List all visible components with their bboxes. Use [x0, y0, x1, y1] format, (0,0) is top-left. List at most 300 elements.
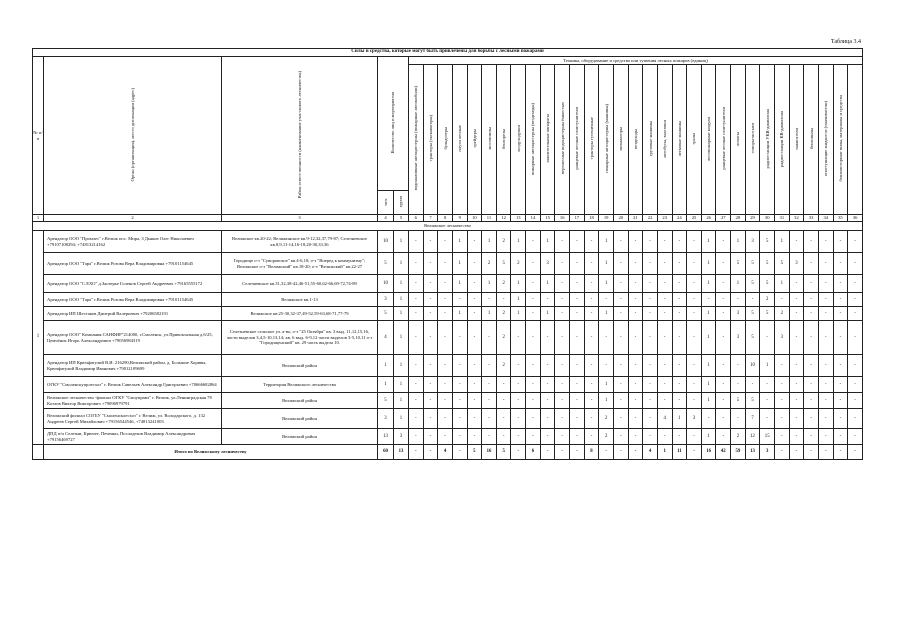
org-cell: Арендатор ИП Крючфатулий В.И. 216290,Велижский район, д. Большие Хоривы, Крючфатулий Владимир Иванович +79012109699 — [44, 355, 222, 377]
header-people: Количество лиц и мероприятия — [378, 57, 409, 191]
value-cell: - — [818, 253, 833, 275]
value-cell: - — [789, 355, 804, 377]
area-cell: Велижское кв.20-22; Велижинское кв.9-12,32,37,79-87; Селезневское кв.8,9,11-14,16-18,20-30,33,36 — [222, 231, 378, 253]
value-cell: - — [701, 293, 716, 307]
value-cell: - — [643, 231, 658, 253]
table-row — [33, 393, 863, 409]
total-value-cell: - — [540, 445, 555, 460]
value-cell: 1 — [701, 393, 716, 409]
value-cell: - — [628, 429, 643, 445]
value-cell: - — [452, 377, 467, 393]
column-number: 31 — [775, 215, 790, 222]
value-cell: 5 — [745, 275, 760, 293]
value-cell: - — [496, 293, 511, 307]
value-cell: - — [467, 409, 482, 429]
table-row — [33, 321, 863, 355]
value-cell: 5 — [731, 393, 746, 409]
org-cell: Арендатор ООО "Промлес" г.Велиж пос. Мира, 3 Дьяков Олег Николаевич +79107108294; +74813214162 — [44, 231, 222, 253]
column-number: 9 — [452, 215, 467, 222]
table-number: Таблица 3.4 — [830, 39, 861, 45]
value-cell: - — [496, 429, 511, 445]
value-cell: - — [657, 321, 672, 355]
value-cell: - — [833, 377, 848, 393]
value-cell: - — [613, 377, 628, 393]
value-cell: - — [643, 377, 658, 393]
value-cell: - — [833, 231, 848, 253]
value-cell: 1 — [760, 355, 775, 377]
value-cell: 3 — [540, 253, 555, 275]
value-cell: - — [716, 321, 731, 355]
column-number: 24 — [672, 215, 687, 222]
value-cell: - — [848, 355, 863, 377]
value-cell: - — [452, 409, 467, 429]
value-cell: - — [848, 275, 863, 293]
total-value-cell: - — [818, 445, 833, 460]
value-cell: 3 — [394, 429, 409, 445]
column-number: 35 — [833, 215, 848, 222]
value-cell: 1 — [701, 307, 716, 321]
column-number: 32 — [789, 215, 804, 222]
header-equipment-5: грейдеры — [467, 65, 482, 215]
header-equipment-23: лопаты — [731, 65, 746, 215]
header-equipment-group: Техника, оборудование и средства или тушения лесных пожаров (единиц) — [409, 57, 863, 65]
value-cell: - — [409, 321, 424, 355]
district-name: Велижское лесничество — [33, 222, 863, 231]
value-cell: - — [584, 231, 599, 253]
value-cell: 2 — [760, 293, 775, 307]
value-cell: - — [584, 377, 599, 393]
value-cell: - — [789, 321, 804, 355]
value-cell: 1 — [452, 275, 467, 293]
value-cell: - — [628, 293, 643, 307]
value-cell: - — [643, 293, 658, 307]
header-equipment-29: огнетушащие жидкости (смачиватели) — [818, 65, 833, 215]
value-cell: - — [540, 429, 555, 445]
value-cell: 2 — [496, 355, 511, 377]
value-cell: - — [687, 429, 702, 445]
value-cell: 1 — [378, 355, 394, 377]
value-cell: - — [555, 393, 570, 409]
value-cell: - — [687, 253, 702, 275]
header-equipment-30: бензомоторные пилы, материалы и средства — [833, 65, 848, 215]
value-cell: - — [760, 321, 775, 355]
value-cell: 10 — [745, 355, 760, 377]
value-cell: - — [584, 393, 599, 409]
column-number: 25 — [687, 215, 702, 222]
value-cell: - — [833, 307, 848, 321]
value-cell: - — [584, 355, 599, 377]
header-equipment-26: радиостанции КВ-диапазона — [775, 65, 790, 215]
value-cell: - — [555, 429, 570, 445]
value-cell: - — [526, 293, 541, 307]
value-cell: 5 — [760, 307, 775, 321]
total-value-cell: - — [628, 445, 643, 460]
value-cell: 3 — [378, 409, 394, 429]
column-number: 19 — [599, 215, 614, 222]
header-org: Орган (организация), место дислокации (адрес) — [44, 57, 222, 215]
table-row — [33, 355, 863, 377]
value-cell: 3 — [731, 321, 746, 355]
column-number: 3 — [222, 215, 378, 222]
header-equipment-14: пожарные автоцистерны (машины) — [599, 65, 614, 215]
value-cell: - — [775, 355, 790, 377]
value-cell: - — [628, 393, 643, 409]
value-cell: - — [789, 231, 804, 253]
column-number: 17 — [570, 215, 585, 222]
value-cell: - — [482, 321, 497, 355]
area-cell: Велижский район — [222, 355, 378, 377]
value-cell: - — [438, 253, 453, 275]
header-equipment-10: зажигательные аппараты — [540, 65, 555, 215]
value-cell: - — [584, 307, 599, 321]
total-value-cell: - — [848, 445, 863, 460]
header-equipment-22: ранцевые лесные огнетушители — [716, 65, 731, 215]
value-cell: 1 — [701, 231, 716, 253]
value-cell: 1 — [378, 377, 394, 393]
header-equipment-4: плуги лесные — [452, 65, 467, 215]
group-number: 1 — [33, 231, 44, 445]
value-cell: 5 — [378, 393, 394, 409]
column-number: 14 — [526, 215, 541, 222]
value-cell: 2 — [775, 307, 790, 321]
total-value-cell: 4 — [438, 445, 453, 460]
value-cell: - — [409, 275, 424, 293]
value-cell: 1 — [394, 307, 409, 321]
total-value-cell: 59 — [731, 445, 746, 460]
value-cell: - — [643, 253, 658, 275]
value-cell: - — [526, 355, 541, 377]
value-cell: - — [687, 377, 702, 393]
value-cell: 5 — [760, 231, 775, 253]
value-cell: - — [760, 377, 775, 393]
value-cell: 2 — [496, 275, 511, 293]
total-value-cell: 8 — [584, 445, 599, 460]
value-cell: 1 — [731, 231, 746, 253]
value-cell: 13 — [378, 429, 394, 445]
value-cell: - — [409, 393, 424, 409]
value-cell: - — [511, 377, 526, 393]
total-row — [33, 445, 863, 460]
value-cell: - — [526, 377, 541, 393]
value-cell: 2 — [599, 429, 614, 445]
value-cell: - — [482, 409, 497, 429]
value-cell: - — [628, 409, 643, 429]
column-number: 23 — [657, 215, 672, 222]
value-cell: - — [672, 355, 687, 377]
value-cell: 1 — [731, 275, 746, 293]
header-equipment-18: автобусы, вахтовки — [657, 65, 672, 215]
value-cell: - — [511, 409, 526, 429]
value-cell: - — [775, 429, 790, 445]
header-area: Район ответственности (наименование участкового лесничества) — [222, 57, 378, 215]
value-cell: - — [613, 429, 628, 445]
value-cell: - — [848, 429, 863, 445]
column-number: 26 — [701, 215, 716, 222]
value-cell: - — [438, 321, 453, 355]
value-cell: 1 — [540, 231, 555, 253]
value-cell: - — [789, 409, 804, 429]
column-number: 16 — [555, 215, 570, 222]
value-cell: - — [804, 275, 819, 293]
value-cell: 1 — [452, 231, 467, 253]
value-cell: - — [438, 307, 453, 321]
value-cell: 1 — [394, 393, 409, 409]
table-title: Силы и средства, которые могут быть привлечены для борьбы с лесными пожарами — [33, 49, 863, 57]
value-cell: - — [438, 393, 453, 409]
total-value-cell: - — [555, 445, 570, 460]
value-cell: - — [804, 293, 819, 307]
value-cell: - — [833, 409, 848, 429]
value-cell: - — [584, 429, 599, 445]
value-cell: - — [628, 307, 643, 321]
total-value-cell: - — [452, 445, 467, 460]
value-cell: 1 — [540, 307, 555, 321]
total-value-cell: - — [599, 445, 614, 460]
value-cell: 1 — [511, 293, 526, 307]
value-cell: - — [672, 377, 687, 393]
value-cell: - — [818, 231, 833, 253]
value-cell: 3 — [745, 231, 760, 253]
value-cell: - — [716, 409, 731, 429]
value-cell: - — [848, 253, 863, 275]
value-cell: - — [833, 253, 848, 275]
header-equipment-17: грузовые машины — [643, 65, 658, 215]
header-equipment-21: лесопожарные модули — [701, 65, 716, 215]
value-cell: - — [452, 293, 467, 307]
value-cell: - — [818, 377, 833, 393]
value-cell: - — [423, 377, 438, 393]
value-cell: - — [423, 355, 438, 377]
value-cell: 1 — [599, 393, 614, 409]
value-cell: - — [526, 393, 541, 409]
org-cell: Велижское лесничество -филиал ОГКУ "Смоуправл" г. Велиж, ул.Ленинградская 78 Козлов Виктор Викторович +79096979791 — [44, 393, 222, 409]
value-cell: 5 — [775, 253, 790, 275]
area-cell: Селезневское сельское ул. а-во, о-з "25 Октября" кв. 3 выд. 11,12,15,16, части выделов 3,4,5-10,13,14; кв. 6 выд. 6-9,12 части выделов 3-5,10,11 о-з "Городищенский" кв. 29 часть выдела 10. — [222, 321, 378, 355]
value-cell: - — [818, 393, 833, 409]
value-cell: - — [657, 377, 672, 393]
value-cell: - — [409, 293, 424, 307]
value-cell: - — [760, 409, 775, 429]
value-cell: - — [657, 355, 672, 377]
value-cell: - — [584, 253, 599, 275]
header-rownum: № п/п — [33, 57, 44, 215]
value-cell: - — [760, 393, 775, 409]
value-cell: - — [511, 393, 526, 409]
value-cell: 2 — [496, 307, 511, 321]
value-cell: - — [467, 275, 482, 293]
value-cell: - — [789, 293, 804, 307]
value-cell: - — [789, 275, 804, 293]
value-cell: - — [848, 393, 863, 409]
value-cell: - — [540, 377, 555, 393]
value-cell: 1 — [540, 275, 555, 293]
total-blank — [33, 445, 44, 460]
value-cell: 1 — [701, 377, 716, 393]
value-cell: - — [496, 393, 511, 409]
value-cell: - — [482, 293, 497, 307]
value-cell: 1 — [394, 355, 409, 377]
header-equipment-13: тракторы гусеничные — [584, 65, 599, 215]
value-cell: - — [672, 231, 687, 253]
area-cell: Велижский район — [222, 393, 378, 409]
total-value-cell: - — [804, 445, 819, 460]
total-value-cell: - — [409, 445, 424, 460]
value-cell: - — [496, 377, 511, 393]
value-cell: 1 — [452, 253, 467, 275]
header-equipment-8: воздуходувки — [511, 65, 526, 215]
value-cell: - — [467, 377, 482, 393]
value-cell: - — [540, 321, 555, 355]
value-cell: - — [848, 377, 863, 393]
value-cell: - — [643, 429, 658, 445]
header-equipment-20: тралы — [687, 65, 702, 215]
value-cell: 2 — [511, 253, 526, 275]
column-number: 34 — [818, 215, 833, 222]
area-cell: Городище о-з "Суворовское" кв.4-6,10; о-з "Вперед к коммунизму"; Велижское о-з "Велижский" кв.18-20; о-з "Велижский" кв.22-27 — [222, 253, 378, 275]
value-cell: - — [584, 321, 599, 355]
value-cell: - — [570, 253, 585, 275]
value-cell: - — [789, 307, 804, 321]
total-value-cell: 16 — [701, 445, 716, 460]
header-people-persons: чел. — [378, 191, 394, 215]
value-cell: - — [467, 321, 482, 355]
value-cell: - — [423, 393, 438, 409]
total-value-cell: 42 — [716, 445, 731, 460]
value-cell: - — [409, 409, 424, 429]
value-cell: - — [423, 253, 438, 275]
value-cell: - — [482, 377, 497, 393]
value-cell: 5 — [378, 253, 394, 275]
area-cell: Велижское кв.1-13 — [222, 293, 378, 307]
value-cell: - — [833, 293, 848, 307]
value-cell: - — [848, 307, 863, 321]
value-cell: - — [848, 409, 863, 429]
value-cell: - — [628, 275, 643, 293]
value-cell: - — [657, 231, 672, 253]
value-cell: - — [804, 377, 819, 393]
value-cell: - — [731, 293, 746, 307]
value-cell: 2 — [731, 429, 746, 445]
value-cell: - — [438, 377, 453, 393]
value-cell: - — [643, 307, 658, 321]
column-number: 12 — [496, 215, 511, 222]
value-cell: - — [540, 355, 555, 377]
value-cell: 1 — [394, 377, 409, 393]
value-cell: 3 — [775, 321, 790, 355]
value-cell: 2 — [496, 321, 511, 355]
value-cell: - — [804, 253, 819, 275]
value-cell: - — [526, 429, 541, 445]
org-cell: Арендатор ИП Шестаков Дмитрий Валерьевич +79206582191 — [44, 307, 222, 321]
value-cell: - — [599, 321, 614, 355]
value-cell: - — [613, 231, 628, 253]
value-cell: - — [452, 321, 467, 355]
value-cell: - — [789, 429, 804, 445]
value-cell: - — [804, 393, 819, 409]
value-cell: - — [467, 429, 482, 445]
value-cell: 5 — [745, 253, 760, 275]
value-cell: - — [789, 393, 804, 409]
column-number: 30 — [760, 215, 775, 222]
column-number: 28 — [731, 215, 746, 222]
value-cell: - — [496, 409, 511, 429]
value-cell: 3 — [789, 253, 804, 275]
value-cell: - — [482, 393, 497, 409]
value-cell: - — [438, 355, 453, 377]
value-cell: - — [599, 293, 614, 307]
header-equipment-2: тракторы (экскаваторы) — [423, 65, 438, 215]
value-cell: 1 — [701, 275, 716, 293]
value-cell: 1 — [701, 321, 716, 355]
value-cell: - — [716, 253, 731, 275]
total-value-cell: 5 — [467, 445, 482, 460]
value-cell: - — [672, 275, 687, 293]
total-value-cell: - — [511, 445, 526, 460]
value-cell: 12 — [745, 429, 760, 445]
value-cell: - — [482, 429, 497, 445]
value-cell: - — [657, 429, 672, 445]
value-cell: - — [584, 275, 599, 293]
table-row — [33, 231, 863, 253]
total-value-cell: 4 — [643, 445, 658, 460]
value-cell: - — [643, 409, 658, 429]
value-cell: 1 — [394, 293, 409, 307]
value-cell: - — [540, 393, 555, 409]
forces-table — [32, 48, 863, 460]
value-cell: - — [613, 253, 628, 275]
value-cell: - — [716, 355, 731, 377]
org-cell: Арендатор ООО "Тара" г.Велиж Розова Вера Владимировна +79101154645 — [44, 253, 222, 275]
value-cell: 1 — [511, 307, 526, 321]
value-cell: - — [716, 393, 731, 409]
value-cell: - — [570, 409, 585, 429]
total-value-cell: 60 — [378, 445, 394, 460]
column-number: 20 — [613, 215, 628, 222]
total-value-cell: 1 — [657, 445, 672, 460]
value-cell: - — [409, 429, 424, 445]
area-cell: Велижский район — [222, 409, 378, 429]
value-cell: 5 — [760, 275, 775, 293]
total-value-cell: 13 — [745, 445, 760, 460]
value-cell: - — [716, 275, 731, 293]
value-cell: - — [555, 377, 570, 393]
value-cell: - — [818, 307, 833, 321]
value-cell: - — [570, 307, 585, 321]
header-equipment-28: бензопилы — [804, 65, 819, 215]
value-cell: 1 — [599, 377, 614, 393]
value-cell: - — [804, 307, 819, 321]
value-cell: - — [657, 253, 672, 275]
value-cell: 2 — [482, 253, 497, 275]
value-cell: - — [511, 355, 526, 377]
value-cell: 5 — [378, 307, 394, 321]
value-cell: - — [452, 393, 467, 409]
value-cell: - — [584, 293, 599, 307]
header-equipment-25: радиостанции УКВ-диапазона — [760, 65, 775, 215]
column-number: 5 — [394, 215, 409, 222]
column-number: 27 — [716, 215, 731, 222]
value-cell: - — [555, 321, 570, 355]
value-cell: - — [804, 231, 819, 253]
value-cell: - — [848, 231, 863, 253]
forces-table-sheet — [32, 48, 863, 460]
value-cell: - — [657, 393, 672, 409]
value-cell: - — [423, 321, 438, 355]
total-value-cell: - — [833, 445, 848, 460]
value-cell: 3 — [731, 307, 746, 321]
area-cell: Селезневское кв.31,32,38-42,46-51,55-60,62-66,69-72,74-89 — [222, 275, 378, 293]
value-cell: 5 — [496, 253, 511, 275]
